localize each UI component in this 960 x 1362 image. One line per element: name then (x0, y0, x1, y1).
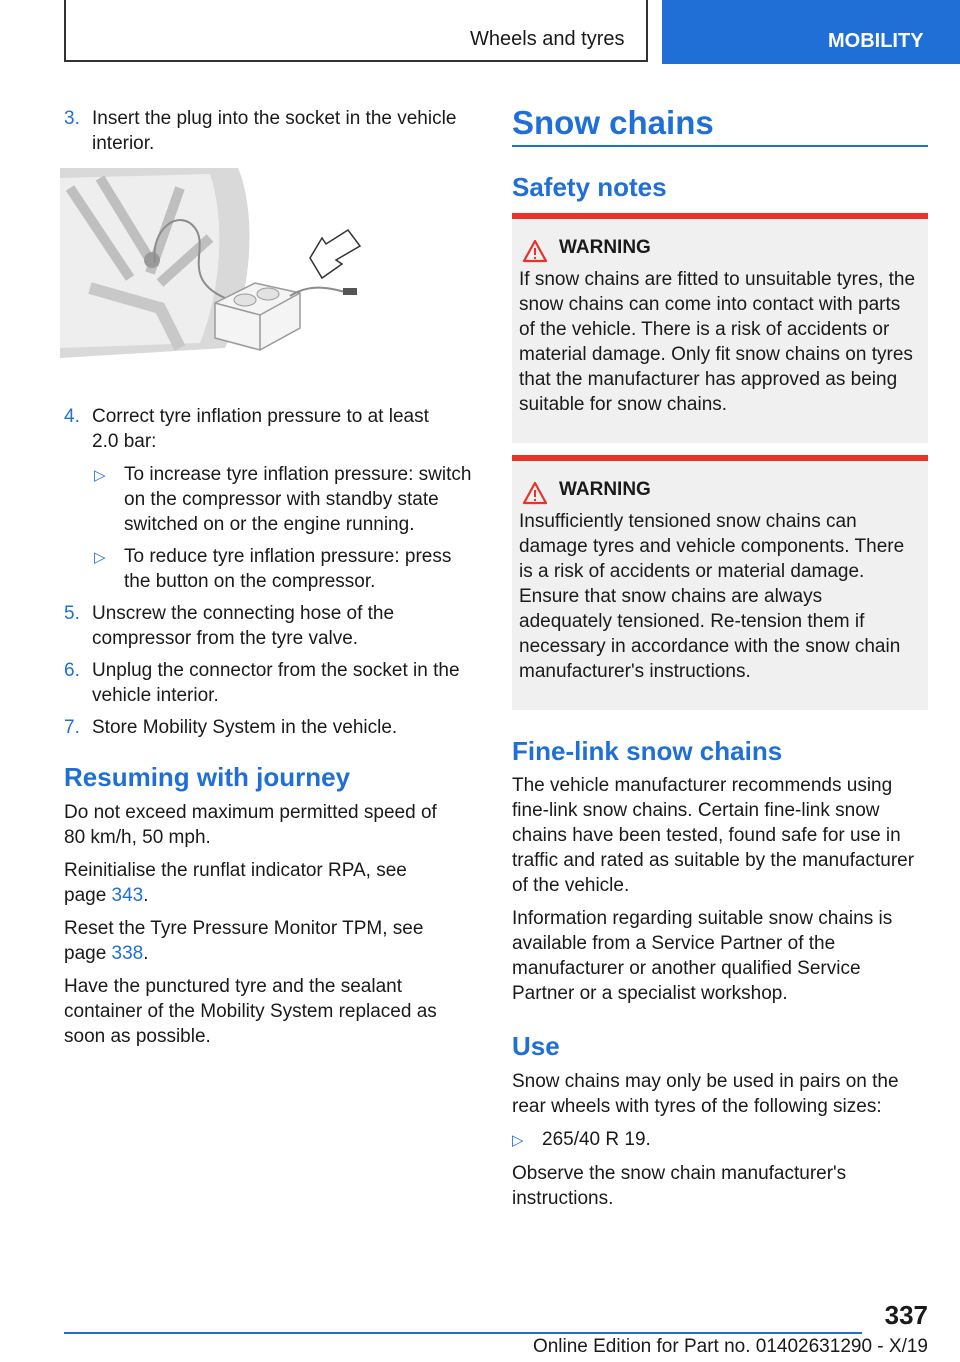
warning-label: WARNING (559, 237, 651, 258)
step-text: Correct tyre inflation pressure to at least 2.0 bar: (92, 406, 429, 452)
step-number: 7. (64, 717, 80, 738)
fine-link-heading: Fine-link snow chains (512, 736, 783, 766)
use-text-2: Observe the snow chain manufacturer's instructions. (512, 1163, 847, 1209)
resume-tpm-text: Reset the Tyre Pressure Monitor TPM, see page (64, 918, 424, 964)
title-rule (512, 145, 928, 147)
fine-link-text-2: Information regarding suitable snow chains is available from a Service Partner of the manufacturer or another qualified Service Partner or a specialist workshop. (512, 908, 893, 1004)
warning-text-1: If snow chains are fitted to unsuitable tyres, the snow chains can come into contact with parts of the vehicle. There is a risk of accidents or material damage. Only fit snow chains on tyres that the manufacturer has approved as being suitable for snow chains. (519, 269, 916, 415)
resume-rpa-text: Reinitialise the runflat indicator RPA, see page (64, 860, 407, 906)
edition-note: Online Edition for Part no. 01402631290 - X/19 (532, 1336, 928, 1357)
warning-box-2 (512, 455, 928, 710)
step-number: 5. (64, 603, 80, 624)
use-heading: Use (512, 1031, 560, 1061)
resume-tpm: Reset the Tyre Pressure Monitor TPM, see page 338. (64, 918, 424, 964)
compressor-illustration (60, 168, 380, 358)
page-link-338[interactable]: 338 (111, 943, 144, 964)
step-number: 6. (64, 660, 80, 681)
use-size-item (512, 1127, 928, 1153)
warning-box-1 (512, 213, 928, 443)
warning-text-2: Insufficiently tensioned snow chains can damage tyres and vehicle components. There is a risk of accidents or material damage. Ensure that snow chains are always adequately tensioned. Re-tension them if necessary in accordance with the snow chain manufacturer's instructions. (519, 511, 905, 682)
step-4 (64, 404, 480, 454)
fine-link-body (512, 773, 928, 1006)
step-text: Insert the plug into the socket in the vehicle interior. (92, 108, 457, 154)
step-text: Store Mobility System in the vehicle. (92, 717, 398, 738)
step-7 (64, 715, 480, 740)
use-body (512, 1069, 928, 1211)
step-3 (64, 106, 480, 156)
page-link-343[interactable]: 343 (111, 885, 144, 906)
bullet-icon: ▷ (94, 467, 106, 484)
warning-triangle-icon (522, 481, 548, 505)
step-6 (64, 658, 480, 708)
use-text-1: Snow chains may only be used in pairs on the rear wheels with tyres of the following sizes: (512, 1071, 899, 1117)
bullet-increase (94, 462, 480, 537)
warning-triangle-icon (522, 239, 548, 263)
resume-speed: Do not exceed maximum permitted speed of 80 km/h, 50 mph. (64, 802, 437, 848)
use-size-text: 265/40 R 19. (542, 1129, 651, 1150)
bullet-icon: ▷ (94, 549, 106, 566)
warning-label: WARNING (559, 479, 651, 500)
safety-heading: Safety notes (512, 172, 667, 202)
step-number: 3. (64, 108, 80, 129)
section-title: Wheels and tyres (470, 28, 625, 50)
bullet-text: To increase tyre inflation pressure: switch on the compressor with standby state switched on or the engine running. (124, 464, 472, 535)
step-number: 4. (64, 406, 80, 427)
resume-heading: Resuming with journey (64, 762, 351, 792)
page-number: 337 (884, 1300, 928, 1330)
resume-rpa: Reinitialise the runflat indicator RPA, see page 343. (64, 860, 407, 906)
bullet-reduce (94, 544, 480, 594)
resume-body (64, 800, 480, 1049)
step-text: Unscrew the connecting hose of the compressor from the tyre valve. (92, 603, 395, 649)
step-text: Unplug the connector from the socket in the vehicle interior. (92, 660, 460, 706)
footer-rule (64, 1332, 862, 1334)
chapter-tab: MOBILITY (662, 0, 960, 64)
page-title: Snow chains (512, 104, 714, 141)
bullet-text: To reduce tyre inflation pressure: press the button on the compressor. (124, 546, 452, 592)
fine-link-text-1: The vehicle manufacturer recommends using fine-link snow chains. Certain fine-link snow chains have been tested, found safe for use in traffic and rated as suitable by the manufacturer of the vehicle. (512, 775, 915, 896)
resume-replace: Have the punctured tyre and the sealant container of the Mobility System replaced as soon as possible. (64, 976, 437, 1047)
bullet-icon: ▷ (512, 1132, 524, 1149)
step-5 (64, 601, 480, 651)
